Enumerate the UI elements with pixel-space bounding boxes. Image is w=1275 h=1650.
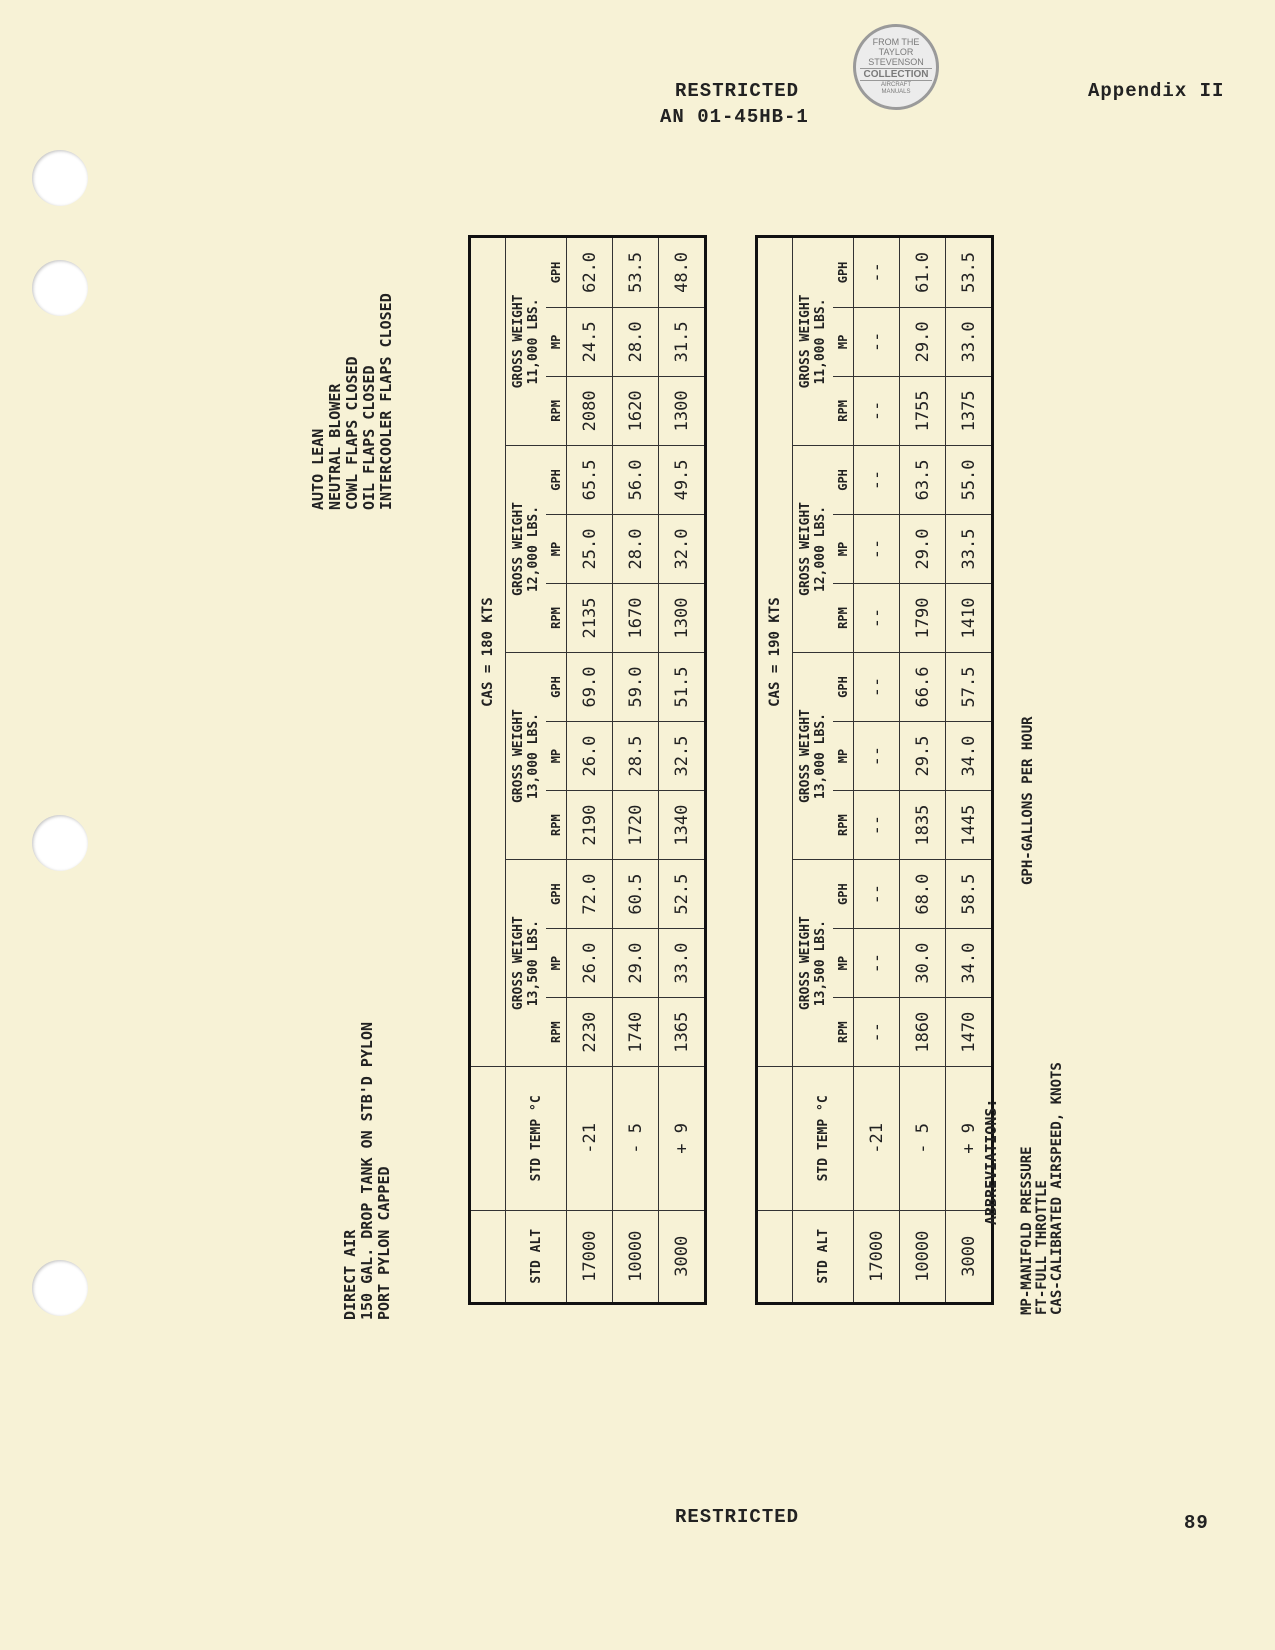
page-number: 89 xyxy=(1184,1512,1209,1534)
abbreviation-gph: GPH-GALLONS PER HOUR xyxy=(1020,716,1036,885)
std-temp-header: STD TEMP °C xyxy=(506,1067,567,1210)
value-cell: 1300 xyxy=(659,583,706,652)
value-cell: 33.0 xyxy=(659,929,706,998)
table-row xyxy=(613,237,659,1304)
value-cell: 26.0 xyxy=(567,929,613,998)
value-cell: 72.0 xyxy=(567,860,613,929)
value-cell: 29.0 xyxy=(900,514,946,583)
weight-header: GROSS WEIGHT 13,000 LBS. xyxy=(506,653,547,860)
collection-stamp: FROM THE TAYLOR STEVENSON COLLECTION AIRCRAFT MANUALS xyxy=(853,24,939,110)
value-cell: 2080 xyxy=(567,376,613,445)
value-cell: 69.0 xyxy=(567,653,613,722)
value-cell: 51.5 xyxy=(659,653,706,722)
rotated-content xyxy=(309,230,1065,1320)
mp-header: MP xyxy=(833,307,854,376)
value-cell: 52.5 xyxy=(659,860,706,929)
value-cell: -- xyxy=(854,998,900,1067)
condition-line: INTERCOOLER FLAPS CLOSED xyxy=(377,293,395,510)
value-cell: -- xyxy=(854,929,900,998)
value-cell: 24.5 xyxy=(567,307,613,376)
value-cell: 1445 xyxy=(946,791,993,860)
value-cell: -- xyxy=(854,791,900,860)
mp-header: MP xyxy=(833,722,854,791)
value-cell: 1860 xyxy=(900,998,946,1067)
value-cell: 56.0 xyxy=(613,445,659,514)
rpm-header: RPM xyxy=(546,791,567,860)
condition-line: OIL FLAPS CLOSED xyxy=(360,365,378,510)
value-cell: 29.5 xyxy=(900,722,946,791)
value-cell: -- xyxy=(854,514,900,583)
table-row xyxy=(854,237,900,1304)
restricted-header: RESTRICTED xyxy=(675,80,800,102)
temperature-cell: + 9 xyxy=(659,1067,706,1210)
rpm-header: RPM xyxy=(546,376,567,445)
value-cell: -- xyxy=(854,653,900,722)
altitude-cell: 3000 xyxy=(659,1210,706,1303)
value-cell: -- xyxy=(854,445,900,514)
gph-header: GPH xyxy=(546,237,567,308)
value-cell: -- xyxy=(854,237,900,308)
table-row xyxy=(567,237,613,1304)
value-cell: 1620 xyxy=(613,376,659,445)
altitude-cell: 10000 xyxy=(613,1210,659,1303)
abbreviation-item: CAS-CALIBRATED AIRSPEED, KNOTS xyxy=(1049,1062,1065,1315)
value-cell: -- xyxy=(854,860,900,929)
condition-line: PORT PYLON CAPPED xyxy=(375,1166,393,1320)
mp-header: MP xyxy=(833,514,854,583)
rpm-header: RPM xyxy=(546,998,567,1067)
temperature-cell: + 9 xyxy=(946,1067,993,1210)
rpm-header: RPM xyxy=(833,998,854,1067)
value-cell: 53.5 xyxy=(613,237,659,308)
value-cell: 1470 xyxy=(946,998,993,1067)
gph-header: GPH xyxy=(833,860,854,929)
value-cell: -- xyxy=(854,583,900,652)
value-cell: 58.5 xyxy=(946,860,993,929)
value-cell: -- xyxy=(854,722,900,791)
value-cell: 49.5 xyxy=(659,445,706,514)
gph-header: GPH xyxy=(833,653,854,722)
weight-header: GROSS WEIGHT 12,000 LBS. xyxy=(506,445,547,652)
abbreviations-title: ABBREVIATIONS: xyxy=(982,1098,1000,1225)
value-cell: 65.5 xyxy=(567,445,613,514)
std-alt-header: STD ALT xyxy=(506,1210,567,1303)
value-cell: 59.0 xyxy=(613,653,659,722)
value-cell: 29.0 xyxy=(613,929,659,998)
value-cell: 1740 xyxy=(613,998,659,1067)
temperature-cell: - 5 xyxy=(900,1067,946,1210)
value-cell: 1790 xyxy=(900,583,946,652)
weight-header: GROSS WEIGHT 11,000 LBS. xyxy=(506,237,547,446)
value-cell: 1835 xyxy=(900,791,946,860)
value-cell: 1365 xyxy=(659,998,706,1067)
altitude-cell: 17000 xyxy=(567,1210,613,1303)
value-cell: 33.0 xyxy=(946,307,993,376)
temperature-cell: -21 xyxy=(567,1067,613,1210)
value-cell: 1340 xyxy=(659,791,706,860)
value-cell: -- xyxy=(854,376,900,445)
value-cell: 55.0 xyxy=(946,445,993,514)
value-cell: 1755 xyxy=(900,376,946,445)
value-cell: 1670 xyxy=(613,583,659,652)
condition-line: COWL FLAPS CLOSED xyxy=(343,356,361,510)
conditions-left xyxy=(342,1022,393,1320)
binder-hole xyxy=(32,815,88,871)
value-cell: 63.5 xyxy=(900,445,946,514)
value-cell: 1300 xyxy=(659,376,706,445)
mp-header: MP xyxy=(833,929,854,998)
binder-hole xyxy=(32,1260,88,1316)
value-cell: 1410 xyxy=(946,583,993,652)
value-cell: 48.0 xyxy=(659,237,706,308)
altitude-cell: 10000 xyxy=(900,1210,946,1303)
appendix-label: Appendix II xyxy=(1088,80,1225,102)
value-cell: 1375 xyxy=(946,376,993,445)
gph-header: GPH xyxy=(546,860,567,929)
value-cell: 34.0 xyxy=(946,722,993,791)
value-cell: 61.0 xyxy=(900,237,946,308)
table-row xyxy=(900,237,946,1304)
binder-hole xyxy=(32,150,88,206)
value-cell: 53.5 xyxy=(946,237,993,308)
value-cell: 25.0 xyxy=(567,514,613,583)
value-cell: 62.0 xyxy=(567,237,613,308)
temperature-cell: -21 xyxy=(854,1067,900,1210)
value-cell: 66.6 xyxy=(900,653,946,722)
weight-header: GROSS WEIGHT 13,500 LBS. xyxy=(793,860,834,1067)
mp-header: MP xyxy=(546,722,567,791)
value-cell: 68.0 xyxy=(900,860,946,929)
value-cell: 2190 xyxy=(567,791,613,860)
value-cell: 28.0 xyxy=(613,307,659,376)
condition-line: NEUTRAL BLOWER xyxy=(326,383,344,510)
gph-header: GPH xyxy=(546,653,567,722)
gph-header: GPH xyxy=(546,445,567,514)
condition-line: 150 GAL. DROP TANK ON STB'D PYLON xyxy=(358,1021,376,1320)
value-cell: 29.0 xyxy=(900,307,946,376)
abbreviations-list xyxy=(1020,1062,1065,1315)
temperature-cell: - 5 xyxy=(613,1067,659,1210)
weight-header: GROSS WEIGHT 13,000 LBS. xyxy=(793,653,834,860)
value-cell: 28.5 xyxy=(613,722,659,791)
value-cell: 2230 xyxy=(567,998,613,1067)
performance-table-180 xyxy=(468,235,707,1305)
performance-table-190 xyxy=(755,235,994,1305)
value-cell: 32.0 xyxy=(659,514,706,583)
rpm-header: RPM xyxy=(833,583,854,652)
value-cell: 34.0 xyxy=(946,929,993,998)
mp-header: MP xyxy=(546,514,567,583)
mp-header: MP xyxy=(546,307,567,376)
weight-header: GROSS WEIGHT 11,000 LBS. xyxy=(793,237,834,446)
binder-hole xyxy=(32,260,88,316)
value-cell: 30.0 xyxy=(900,929,946,998)
table-title: CAS = 180 KTS xyxy=(470,237,506,1067)
conditions-right xyxy=(310,293,395,510)
table-title: CAS = 190 KTS xyxy=(757,237,793,1067)
condition-line: DIRECT AIR xyxy=(341,1229,359,1320)
value-cell: 60.5 xyxy=(613,860,659,929)
std-alt-header: STD ALT xyxy=(793,1210,854,1303)
document-number: AN 01-45HB-1 xyxy=(660,106,809,128)
value-cell: 57.5 xyxy=(946,653,993,722)
value-cell: 33.5 xyxy=(946,514,993,583)
value-cell: 1720 xyxy=(613,791,659,860)
weight-header: GROSS WEIGHT 12,000 LBS. xyxy=(793,445,834,652)
mp-header: MP xyxy=(546,929,567,998)
gph-header: GPH xyxy=(833,237,854,308)
abbreviation-item: FT-FULL THROTTLE xyxy=(1034,1180,1050,1315)
gph-header: GPH xyxy=(833,445,854,514)
value-cell: -- xyxy=(854,307,900,376)
altitude-cell: 3000 xyxy=(946,1210,993,1303)
condition-line: AUTO LEAN xyxy=(309,428,327,510)
abbreviation-item: MP-MANIFOLD PRESSURE xyxy=(1019,1146,1035,1315)
altitude-cell: 17000 xyxy=(854,1210,900,1303)
restricted-footer: RESTRICTED xyxy=(675,1506,800,1528)
rpm-header: RPM xyxy=(546,583,567,652)
value-cell: 26.0 xyxy=(567,722,613,791)
value-cell: 28.0 xyxy=(613,514,659,583)
rpm-header: RPM xyxy=(833,376,854,445)
weight-header: GROSS WEIGHT 13,500 LBS. xyxy=(506,860,547,1067)
value-cell: 32.5 xyxy=(659,722,706,791)
table-row xyxy=(659,237,706,1304)
value-cell: 31.5 xyxy=(659,307,706,376)
value-cell: 2135 xyxy=(567,583,613,652)
std-temp-header: STD TEMP °C xyxy=(793,1067,854,1210)
rpm-header: RPM xyxy=(833,791,854,860)
